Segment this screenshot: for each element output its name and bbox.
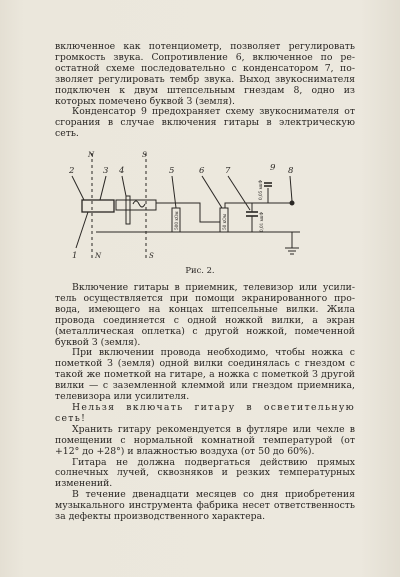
label-3: 3 [103, 166, 109, 176]
pole-s-top: S [142, 151, 147, 159]
paragraph-sunlight: Гитара не должна подвергаться действию прямых солнечных лучей, сквозняков и резких температурных изменений. [55, 456, 355, 490]
label-2: 2 [69, 166, 75, 176]
pole-n-bottom: N [95, 252, 102, 260]
paragraph-capacitor: Конденсатор 9 предохраняет схему звукоснимателя от сгорания в случае включения гитары в электрическую сеть. [55, 106, 355, 140]
value-cap-9: 0,05 мкФ [258, 179, 263, 200]
paragraph-plug: При включении провода необходимо, чтобы ножка с пометкой З (земля) одной вилки соединялась с гнездом с такой же пометкой на гитаре, а ножка с пометкой З другой вилки — с заземленной клеммой или гнездом приемника, телевизора или усилителя. [55, 347, 355, 403]
pole-n-top: N [88, 151, 95, 159]
coil-winding [133, 201, 145, 207]
value-500k: 500 кОм [174, 211, 179, 230]
label-7: 7 [225, 166, 231, 176]
circuit-diagram [60, 148, 320, 260]
pickup-body [82, 200, 114, 212]
label-1: 1 [72, 251, 78, 260]
label-8: 8 [288, 166, 294, 176]
label-6: 6 [199, 166, 205, 176]
label-9: 9 [270, 163, 276, 173]
top-text-block [55, 42, 355, 140]
warning-text: Нельзя включать гитару в осветительную сеть! [55, 401, 355, 424]
value-cap-7: 0,01 мкФ [259, 211, 264, 232]
label-5: 5 [169, 166, 175, 176]
bottom-text-block [55, 283, 355, 523]
value-50k: 50 кОм [222, 214, 227, 230]
figure-caption: Рис. 2. [185, 265, 215, 275]
output-jack [290, 201, 294, 205]
paragraph-connection: Включение гитары в приемник, телевизор или усилитель осуществляется при помощи экранированного провода, имеющего на концах штепсельные вилки. Жила провода соединяется с одной ножкой вилки, а экран (металлическая оплетка) с другой ножкой, помеченной буквой З (земля). [55, 282, 355, 348]
paragraph-potentiometer: включенное как потенциометр, позволяет регулировать громкость звука. Сопротивление 6, включенное по реостатной схеме последовательно с конденсатором 7, позволяет регулировать тембр звука. Выход звукоснимателя подключен к двум штепсельным гнездам 8, одно из которых помечено буквой З (земля). [55, 41, 355, 107]
pole-s-bottom: S [149, 252, 154, 260]
paragraph-warranty: В течение двенадцати месяцев со дня приобретения музыкального инструмента фабрика несет ответственность за дефекты производственного характера. [55, 489, 355, 523]
label-4: 4 [119, 166, 125, 176]
paragraph-storage: Хранить гитару рекомендуется в футляре или чехле в помещении с нормальной комнатной температурой (от +12° до +28°) и влажностью воздуха (от 50 до 60%). [55, 423, 355, 457]
